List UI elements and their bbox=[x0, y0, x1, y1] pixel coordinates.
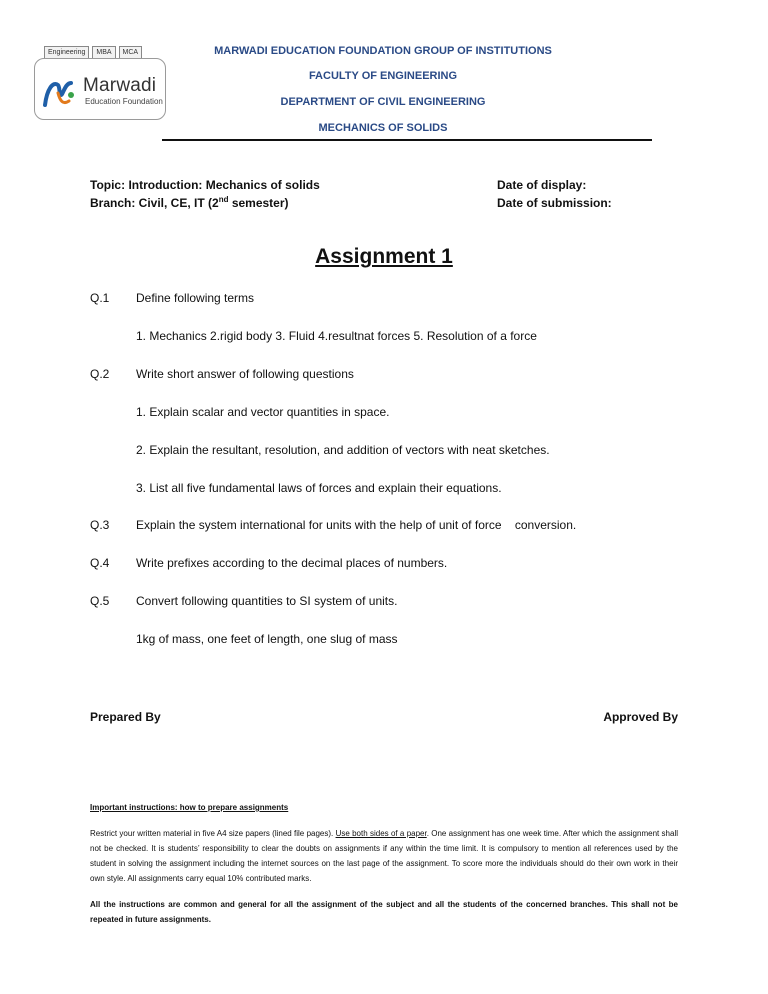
header-institution: MARWADI EDUCATION FOUNDATION GROUP OF INSTITUTIONS bbox=[214, 45, 552, 57]
logo-tab-mca: MCA bbox=[119, 46, 143, 59]
q2-text: Write short answer of following questions bbox=[136, 367, 354, 381]
q5-subitem: 1kg of mass, one feet of length, one slug of mass bbox=[136, 632, 398, 646]
header-department: DEPARTMENT OF CIVIL ENGINEERING bbox=[280, 96, 486, 108]
q3-number: Q.3 bbox=[90, 518, 110, 532]
instructions-text-cont: . One assignment has one week time. After which the assignment shall not be checked. It is students’ responsibility to clear the doubts on assignments if any within the time limit. It is compulsory to mention all references used by the student in solving the assignment including the internet sources on the last page of the assignment. To score more the individuals should do their own work in their own style. All assignments carry equal 10% contributed marks. bbox=[90, 829, 678, 883]
marwadi-logo-icon bbox=[41, 71, 79, 111]
institution-logo bbox=[34, 58, 166, 120]
instructions-heading: Important instructions: how to prepare assignments bbox=[90, 803, 289, 812]
q4-number: Q.4 bbox=[90, 556, 110, 570]
date-of-submission: Date of submission: bbox=[497, 196, 612, 210]
instructions-paragraph-2: All the instructions are common and general for all the assignment of the subject and all the students of the concerned branches. This shall not be repeated in future assignments. bbox=[90, 900, 678, 924]
q5-number: Q.5 bbox=[90, 594, 110, 608]
branch-text: Branch: Civil, CE, IT (2 bbox=[90, 196, 219, 210]
date-of-display: Date of display: bbox=[497, 178, 587, 192]
branch-text-end: semester) bbox=[228, 196, 289, 210]
branch-superscript: nd bbox=[218, 195, 229, 204]
q5-text: Convert following quantities to SI system of units. bbox=[136, 594, 398, 608]
approved-by: Approved By bbox=[603, 710, 678, 724]
logo-tab-mba: MBA bbox=[92, 46, 115, 59]
q1-text: Define following terms bbox=[136, 291, 255, 305]
q4-text: Write prefixes according to the decimal places of numbers. bbox=[136, 556, 448, 570]
header-faculty: FACULTY OF ENGINEERING bbox=[308, 70, 458, 82]
topic-line: Topic: Introduction: Mechanics of solids bbox=[90, 178, 320, 192]
instructions-paragraph-1 bbox=[90, 826, 678, 886]
q2-subitem-1: 1. Explain scalar and vector quantities in space. bbox=[136, 405, 390, 419]
logo-subtitle: Education Foundation bbox=[85, 97, 163, 106]
logo-name: Marwadi bbox=[83, 75, 157, 96]
q2-subitem-3: 3. List all five fundamental laws of forces and explain their equations. bbox=[136, 481, 502, 495]
header-subject: MECHANICS OF SOLIDS bbox=[318, 122, 448, 134]
instructions-text: Restrict your written material in five A4 size papers (lined file pages). bbox=[90, 829, 336, 838]
header-divider bbox=[162, 139, 652, 141]
assignment-title: Assignment 1 bbox=[315, 245, 453, 268]
branch-line bbox=[90, 196, 289, 210]
logo-tab-engineering: Engineering bbox=[44, 46, 89, 59]
q3-text: Explain the system international for units with the help of unit of force conversion. bbox=[136, 518, 577, 532]
q2-subitem-2: 2. Explain the resultant, resolution, and addition of vectors with neat sketches. bbox=[136, 443, 550, 457]
instructions-emphasis: Use both sides of a paper bbox=[335, 829, 427, 838]
q2-number: Q.2 bbox=[90, 367, 110, 381]
q1-subitems: 1. Mechanics 2.rigid body 3. Fluid 4.resultnat forces 5. Resolution of a force bbox=[136, 329, 537, 343]
q1-number: Q.1 bbox=[90, 291, 110, 305]
prepared-by: Prepared By bbox=[90, 710, 161, 724]
